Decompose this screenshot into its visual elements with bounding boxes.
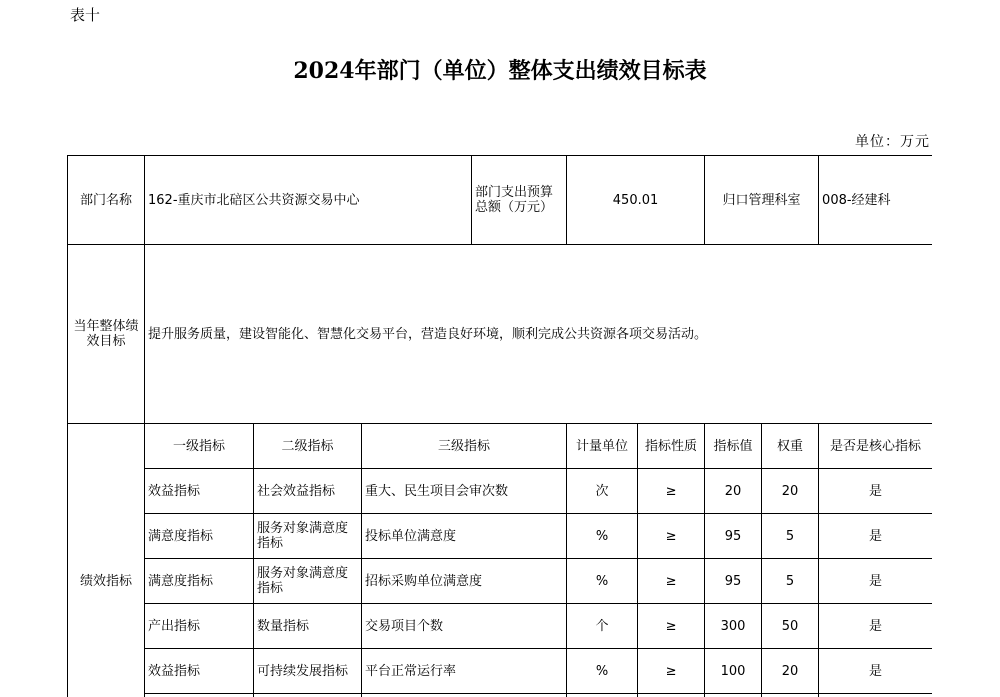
unit-cell: % — [567, 559, 638, 604]
budget-label: 部门支出预算总额（万元） — [472, 156, 567, 245]
core-cell: 是 — [819, 469, 932, 514]
empty-cell — [705, 694, 762, 697]
office-value: 008-经建科 — [819, 156, 932, 245]
level1-cell: 满意度指标 — [145, 559, 254, 604]
level2-cell: 可持续发展指标 — [254, 649, 362, 694]
weight-cell: 5 — [762, 559, 819, 604]
goal-label: 当年整体绩效目标 — [68, 245, 145, 424]
empty-cell — [362, 694, 567, 697]
column-header: 二级指标 — [254, 424, 362, 469]
unit-cell: 个 — [567, 604, 638, 649]
value-cell: 300 — [705, 604, 762, 649]
level3-cell: 招标采购单位满意度 — [362, 559, 567, 604]
level1-cell: 效益指标 — [145, 469, 254, 514]
unit-cell: % — [567, 649, 638, 694]
weight-cell: 5 — [762, 514, 819, 559]
dept-info-row — [68, 156, 933, 245]
column-header: 指标值 — [705, 424, 762, 469]
table-row — [68, 469, 933, 514]
level2-cell: 社会效益指标 — [254, 469, 362, 514]
nature-cell: ≥ — [638, 559, 705, 604]
goal-text: 提升服务质量，建设智能化、智慧化交易平台，营造良好环境，顺利完成公共资源各项交易活动。 — [145, 245, 933, 424]
value-cell: 100 — [705, 649, 762, 694]
level2-cell: 服务对象满意度指标 — [254, 514, 362, 559]
table-number-label: 表十 — [70, 6, 101, 24]
page-title: 2024年部门（单位）整体支出绩效目标表 — [293, 58, 707, 84]
nature-cell: ≥ — [638, 604, 705, 649]
unit-label: 单位：万元 — [855, 134, 930, 150]
level3-cell: 重大、民生项目会审次数 — [362, 469, 567, 514]
column-header: 指标性质 — [638, 424, 705, 469]
level2-cell: 服务对象满意度指标 — [254, 559, 362, 604]
budget-value: 450.01 — [567, 156, 705, 245]
level1-cell: 效益指标 — [145, 649, 254, 694]
core-cell: 是 — [819, 604, 932, 649]
goal-row — [68, 245, 933, 424]
table-row — [68, 559, 933, 604]
empty-cell — [145, 694, 254, 697]
value-cell: 95 — [705, 559, 762, 604]
empty-cell — [638, 694, 705, 697]
empty-cell — [762, 694, 819, 697]
table-row — [68, 514, 933, 559]
column-header: 三级指标 — [362, 424, 567, 469]
empty-cell — [819, 694, 932, 697]
indicator-header-row — [68, 424, 933, 469]
weight-cell: 20 — [762, 649, 819, 694]
empty-cell — [567, 694, 638, 697]
level3-cell: 平台正常运行率 — [362, 649, 567, 694]
table-row-cut-off — [68, 694, 933, 697]
level3-cell: 投标单位满意度 — [362, 514, 567, 559]
performance-table-frame — [67, 155, 932, 697]
level2-cell: 数量指标 — [254, 604, 362, 649]
column-header: 权重 — [762, 424, 819, 469]
empty-cell — [254, 694, 362, 697]
performance-table — [67, 155, 932, 697]
indicators-section-label: 绩效指标 — [68, 424, 145, 697]
nature-cell: ≥ — [638, 469, 705, 514]
dept-name-label: 部门名称 — [68, 156, 145, 245]
core-cell: 是 — [819, 514, 932, 559]
level1-cell: 满意度指标 — [145, 514, 254, 559]
nature-cell: ≥ — [638, 514, 705, 559]
column-header: 计量单位 — [567, 424, 638, 469]
value-cell: 95 — [705, 514, 762, 559]
column-header: 一级指标 — [145, 424, 254, 469]
core-cell: 是 — [819, 559, 932, 604]
table-row — [68, 604, 933, 649]
core-cell: 是 — [819, 649, 932, 694]
weight-cell: 50 — [762, 604, 819, 649]
nature-cell: ≥ — [638, 649, 705, 694]
dept-name-value: 162-重庆市北碚区公共资源交易中心 — [145, 156, 472, 245]
weight-cell: 20 — [762, 469, 819, 514]
table-row — [68, 649, 933, 694]
unit-cell: 次 — [567, 469, 638, 514]
unit-cell: % — [567, 514, 638, 559]
office-label: 归口管理科室 — [705, 156, 819, 245]
value-cell: 20 — [705, 469, 762, 514]
level3-cell: 交易项目个数 — [362, 604, 567, 649]
column-header: 是否是核心指标 — [819, 424, 932, 469]
level1-cell: 产出指标 — [145, 604, 254, 649]
